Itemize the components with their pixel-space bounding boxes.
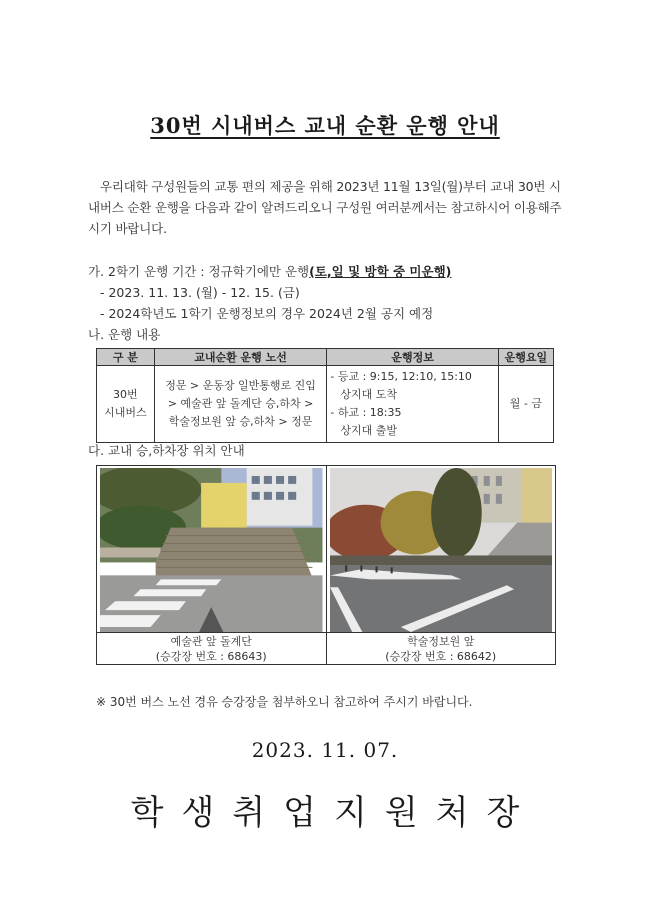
header-category: 구 분: [97, 349, 155, 366]
stop-number: (승강장 번호 : 68643): [155, 650, 267, 663]
section-a-emphasis: (토,일 및 방학 중 미운행): [309, 264, 452, 279]
stop-art-hall: [97, 466, 326, 664]
issue-date: 2023. 11. 07.: [251, 738, 399, 762]
stop-number: (승강장 번호 : 68642): [385, 650, 497, 663]
page-title: [0, 110, 650, 140]
info-cell: [327, 366, 498, 443]
stop-library: [326, 466, 556, 664]
departure-time: - 하교 : 18:35: [330, 406, 402, 419]
intro-paragraph: 우리대학 구성원들의 교통 편의 제공을 위해 2023년 11월 13일(월)부터 교내 30번 시내버스 순환 운행을 다음과 같이 알려드리오니 구성원 여러분께서는 참고하시어 이용해주시기 바랍니다.: [88, 179, 562, 236]
stop-name: 학술정보원 앞: [407, 635, 475, 648]
header-days: 운행요일: [498, 349, 553, 366]
arrival-label: 상지대 도착: [340, 388, 398, 401]
period-item: - 2023. 11. 13. (월) - 12. 15. (금): [100, 285, 300, 300]
table-header-row: [97, 349, 554, 366]
title-text: 30번 시내버스 교내 순환 운행 안내: [150, 113, 500, 138]
arrival-times: - 등교 : 9:15, 12:10, 15:10: [330, 370, 472, 383]
header-info: 운행정보: [327, 349, 498, 366]
section-a-label: 가. 2학기 운행 기간 : 정규학기에만 운행: [88, 264, 310, 279]
route-line: 학술정보원 앞 승,하차 > 정문: [168, 415, 313, 428]
stop-caption: [97, 632, 326, 664]
bus-stop-photos: [96, 465, 556, 665]
next-semester-item: - 2024학년도 1학기 운행정보의 경우 2024년 2월 공지 예정: [100, 306, 434, 321]
stairs-photo-icon: [100, 468, 323, 632]
days-cell: 월 - 금: [498, 366, 553, 443]
section-b-heading: 나. 운행 내용: [88, 327, 161, 342]
section-c-heading: 다. 교내 승,하차장 위치 안내: [88, 443, 245, 458]
departure-label: 상지대 출발: [340, 424, 398, 437]
table-row: [97, 366, 554, 443]
photo-library-front: [330, 468, 553, 632]
photo-art-hall-stairs: [100, 468, 323, 632]
signer: 학생취업지원처장: [130, 793, 538, 833]
header-route: 교내순환 운행 노선: [154, 349, 327, 366]
route-cell: [154, 366, 327, 443]
route-table: [96, 348, 554, 443]
category-cell: [97, 366, 155, 443]
section-a-heading: [88, 262, 451, 280]
footnote: ※ 30번 버스 노선 경유 승강장을 첨부하오니 참고하여 주시기 바랍니다.: [96, 695, 473, 709]
route-line: > 예술관 앞 돌계단 승,하차 >: [167, 397, 314, 410]
stop-caption: [327, 632, 556, 664]
road-photo-icon: [330, 468, 553, 632]
route-line: 정문 > 운동장 일반통행로 진입: [165, 379, 316, 392]
stop-name: 예술관 앞 돌계단: [170, 635, 252, 648]
category-line: 시내버스: [104, 406, 147, 419]
category-line: 30번: [113, 388, 138, 401]
